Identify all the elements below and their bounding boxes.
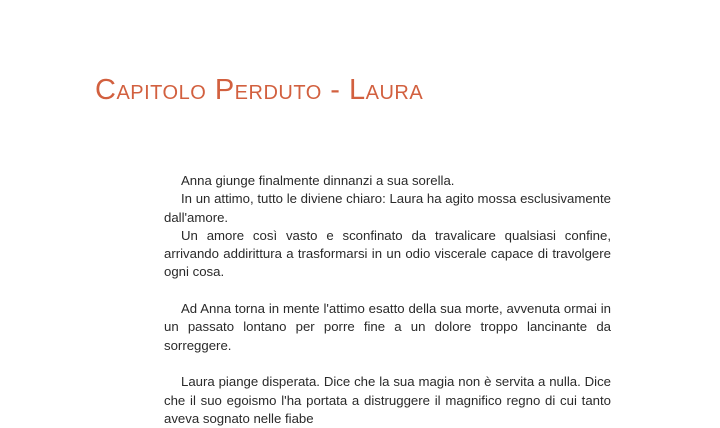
chapter-body <box>164 172 611 428</box>
paragraph: Laura piange disperata. Dice che la sua magia non è servita a nulla. Dice che il suo egoismo l'ha portata a distruggere il magnifico regno di cui tanto aveva sognato nelle fiabe <box>164 374 611 426</box>
paragraph: Ad Anna torna in mente l'attimo esatto della sua morte, avvenuta ormai in un passato lontano per porre fine a un dolore troppo lancinante da sorreggere. <box>164 301 611 353</box>
paragraph: In un attimo, tutto le diviene chiaro: Laura ha agito mossa esclusivamente dall'amore. <box>164 191 611 225</box>
paragraph: Anna giunge finalmente dinnanzi a sua sorella. <box>181 173 455 188</box>
paragraph: Un amore così vasto e sconfinato da travalicare qualsiasi confine, arrivando addirittura a trasformarsi in un odio viscerale capace di travolgere ogni cosa. <box>164 227 611 280</box>
chapter-title: Capitolo Perduto - Laura <box>95 74 424 106</box>
